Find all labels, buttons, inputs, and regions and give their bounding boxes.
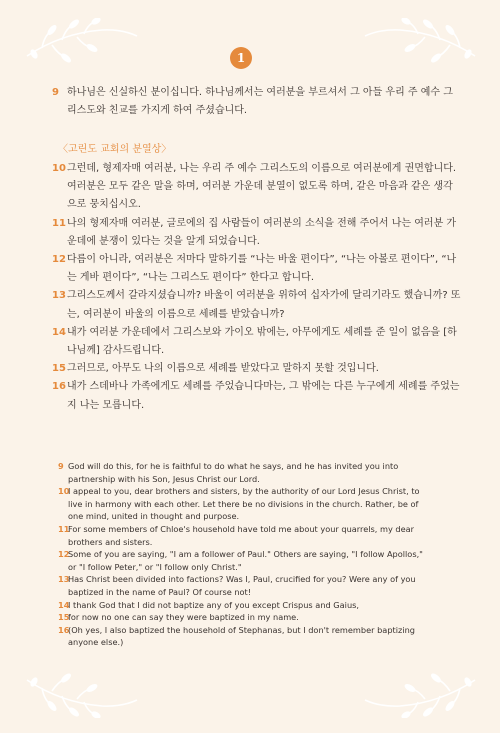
korean-verse: [52, 251, 462, 287]
korean-verse: [52, 378, 462, 414]
english-verse: [58, 611, 430, 624]
korean-verse: [52, 324, 462, 360]
verse-text: Has Christ been divided into factions? Was I, Paul, crucified for you? Were any of you baptized in the name of Paul? Of course not!: [68, 574, 416, 597]
korean-verses: [52, 160, 462, 415]
korean-verse: [52, 287, 462, 323]
verse-number: 16: [52, 381, 66, 393]
leaf-ornament-bottom-right-icon: [360, 668, 480, 718]
chapter-number-badge: 1: [230, 47, 252, 69]
verse-number: 11: [52, 217, 66, 229]
english-verse: [58, 485, 430, 523]
verse-text: 다름이 아니라, 여러분은 저마다 말하기를 “나는 바울 편이다”, “나는 아볼로 편이다”, “나는 게바 편이다”, “나는 그리스도 편이다” 한다고 합니다.: [67, 254, 457, 284]
verse-number: 9: [52, 87, 59, 98]
verse-number: 10: [58, 486, 70, 497]
verse-text: 그런데, 형제자매 여러분, 나는 우리 주 예수 그리스도의 이름으로 여러분에게 권면합니다. 여러분은 모두 같은 말을 하며, 여러분 가운데 분열이 없도록 하며, 같은 마음과 같은 생각으로 뭉치십시오.: [67, 163, 457, 211]
verse-text: 나의 형제자매 여러분, 글로에의 집 사람들이 여러분의 소식을 전해 주어서 나는 여러분 가운데에 분쟁이 있다는 것을 알게 되었습니다.: [67, 217, 457, 247]
verse-text: 내가 여러분 가운데에서 그리스보와 가이오 밖에는, 아무에게도 세례를 준 일이 없음을 [하나님께] 감사드립니다.: [67, 326, 457, 357]
verse-number: 13: [52, 290, 66, 302]
verse-number: 14: [58, 599, 70, 610]
english-verse: [58, 460, 430, 485]
verse-text: 그리스도께서 갈라지셨습니까? 바울이 여러분을 위하여 십자가에 달리기라도 했습니까? 또는, 여러분이 바울의 이름으로 세례를 받았습니까?: [67, 290, 461, 320]
verse-number: 11: [58, 523, 70, 534]
english-verses: [58, 460, 430, 649]
english-verse: [58, 599, 430, 612]
verse-number: 15: [52, 363, 66, 375]
verse-text: 그러므로, 아무도 나의 이름으로 세례를 받았다고 말하지 못할 것입니다.: [67, 363, 379, 375]
verse-text: For some members of Chloe's household have told me about your quarrels, my dear brothers and sisters.: [68, 523, 415, 547]
english-verse: [58, 573, 430, 598]
verse-text: (Oh yes, I also baptized the household of Stephanas, but I don't remember baptizing anyone else.): [68, 624, 415, 648]
leaf-ornament-top-left-icon: [22, 18, 142, 68]
korean-verse: [52, 360, 462, 378]
verse-number: 10: [52, 163, 66, 174]
verse-text: 내가 스데바나 가족에게도 세례를 주었습니다마는, 그 밖에는 다른 누구에게 세례를 주었는지 나는 모릅니다.: [67, 381, 460, 411]
verse-number: 9: [58, 461, 64, 471]
verse-text: Some of you are saying, "I am a follower of Paul." Others are saying, "I follow Apollos," or "I follow Peter," or "I follow only Christ.": [68, 549, 423, 572]
verse-number: 12: [58, 549, 70, 560]
korean-verse-9: [52, 84, 462, 120]
verse-text: for now no one can say they were baptized in my name.: [68, 612, 299, 623]
verse-number: 16: [58, 624, 70, 635]
korean-verse: [52, 160, 462, 215]
leaf-ornament-top-right-icon: [360, 18, 480, 68]
verse-number: 14: [52, 326, 66, 338]
verse-text: I appeal to you, dear brothers and sisters, by the authority of our Lord Jesus Christ, to live in harmony with each other. Let there be no divisions in the church. Rather, be of one mind, united in thought and purpose.: [68, 486, 420, 522]
verse-text: 하나님은 신실하신 분이십니다. 하나님께서는 여러분을 부르셔서 그 아들 우리 주 예수 그리스도와 친교를 가지게 하여 주셨습니다.: [67, 87, 453, 117]
english-verse: [58, 523, 430, 548]
english-verse: [58, 624, 430, 649]
verse-number: 15: [58, 612, 70, 623]
english-verse: [58, 548, 430, 573]
verse-text: I thank God that I did not baptize any of you except Crispus and Gaius,: [68, 599, 359, 610]
leaf-ornament-bottom-left-icon: [22, 668, 142, 718]
section-heading: 〈고린도 교회의 분열상〉: [58, 144, 172, 155]
verse-text: God will do this, for he is faithful to do what he says, and he has invited you into partnership with his Son, Jesus Christ our Lord.: [68, 461, 399, 484]
verse-number: 13: [58, 574, 70, 585]
verse-number: 12: [52, 254, 66, 266]
korean-verse: [52, 215, 462, 251]
